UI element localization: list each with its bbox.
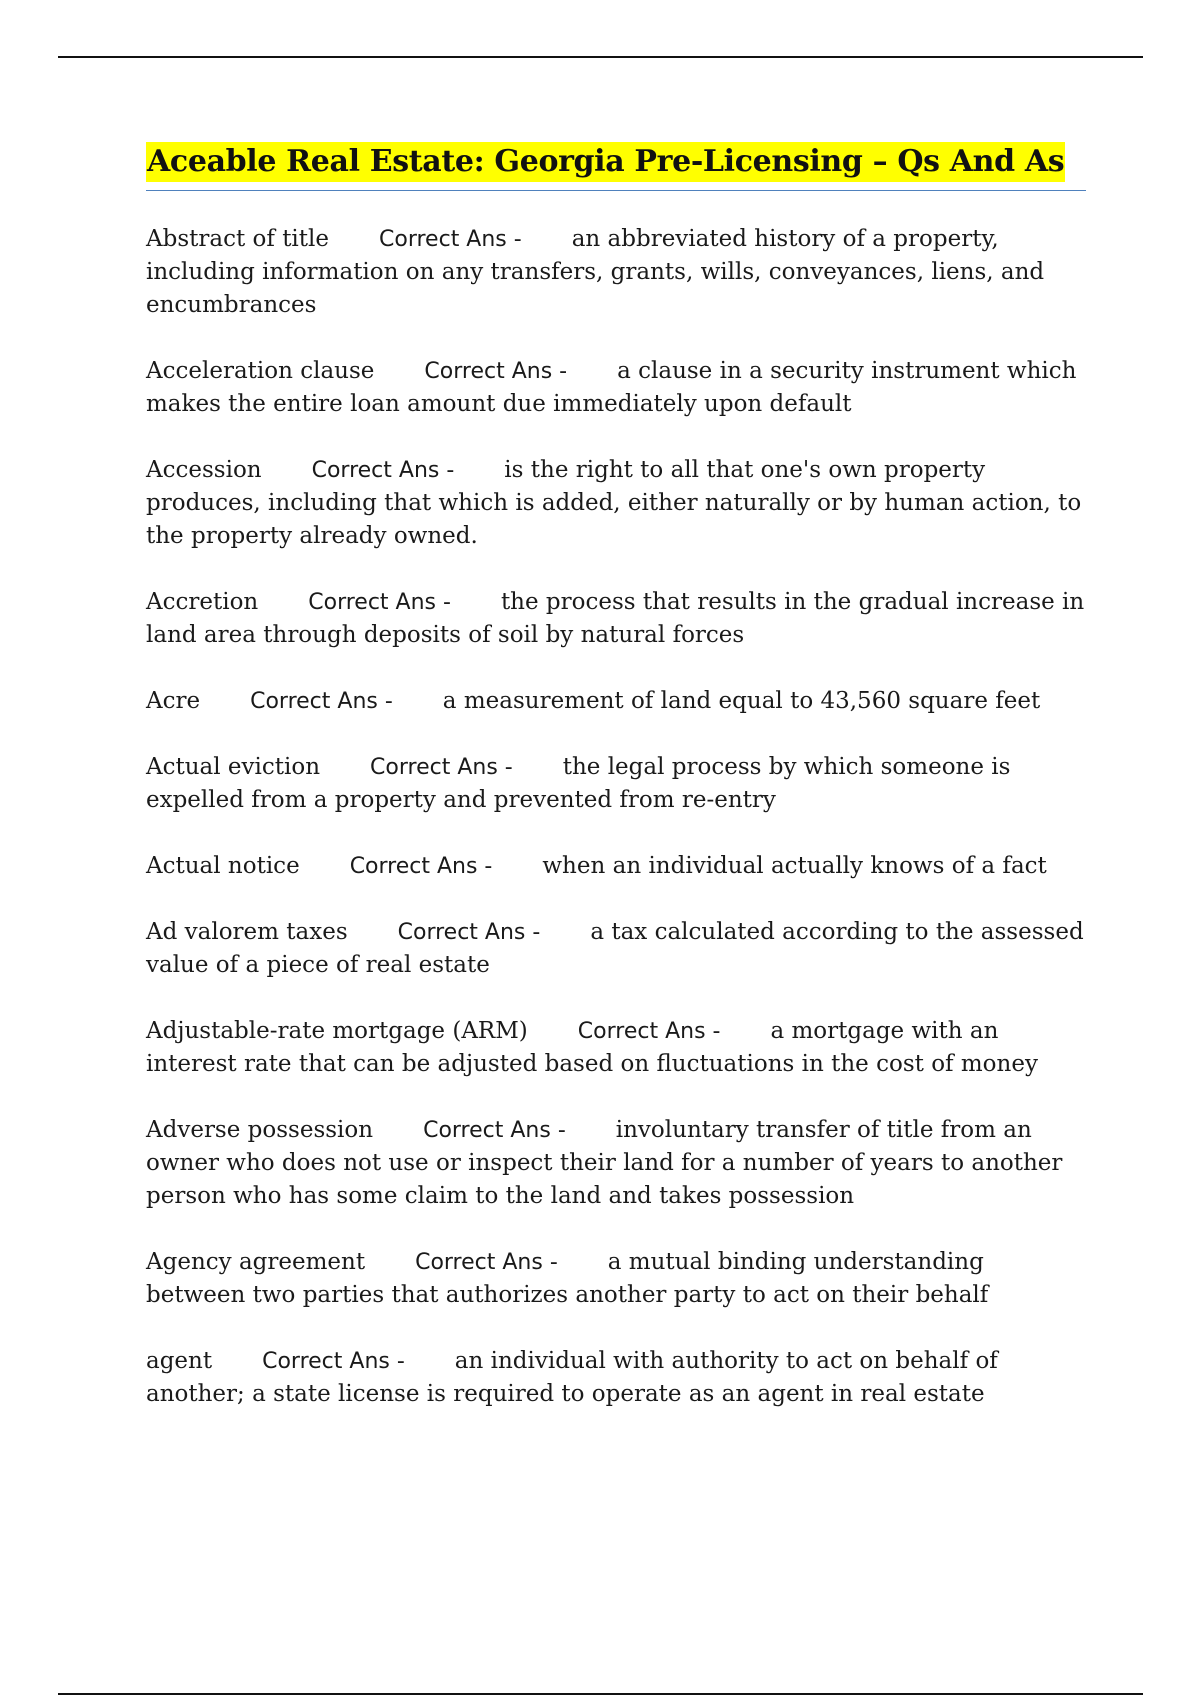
qa-entry <box>146 1345 1086 1411</box>
footer-rule <box>58 1693 1143 1695</box>
document-body <box>146 142 1086 1444</box>
header-rule <box>58 56 1143 58</box>
answer-marker: Correct Ans - <box>250 689 393 714</box>
answer-marker: Correct Ans - <box>311 458 455 483</box>
qa-entry <box>146 916 1086 982</box>
answer-marker: Correct Ans - <box>379 227 522 252</box>
entry-term: Actual notice <box>146 853 300 879</box>
qa-entry <box>146 1114 1086 1213</box>
entry-definition: a measurement of land equal to 43,560 square feet <box>442 688 1041 714</box>
entry-term: Accretion <box>146 589 259 615</box>
qa-entry <box>146 223 1086 322</box>
entry-term: Adverse possession <box>146 1117 374 1143</box>
qa-entry <box>146 850 1086 883</box>
entry-definition: when an individual actually knows of a fact <box>542 853 1047 879</box>
answer-marker: Correct Ans - <box>262 1349 405 1374</box>
entry-definition: an individual with authority to act on behalf of another; a state license is required to operate as an agent in real estate <box>146 1348 998 1407</box>
document-title: Aceable Real Estate: Georgia Pre-Licensing – Qs And As <box>146 142 1065 182</box>
title-block <box>146 142 1086 191</box>
qa-entry <box>146 586 1086 652</box>
answer-marker: Correct Ans - <box>397 920 541 945</box>
answer-marker: Correct Ans - <box>415 1250 558 1275</box>
answer-marker: Correct Ans - <box>370 755 513 780</box>
entry-term: Acre <box>146 688 201 714</box>
answer-marker: Correct Ans - <box>424 359 568 384</box>
entry-definition: a clause in a security instrument which makes the entire loan amount due immediately upon default <box>146 358 1077 417</box>
answer-marker: Correct Ans - <box>423 1118 566 1143</box>
entry-definition: the legal process by which someone is expelled from a property and prevented from re-entry <box>146 754 1011 813</box>
entry-term: Agency agreement <box>146 1249 366 1275</box>
qa-entry <box>146 1015 1086 1081</box>
qa-entry <box>146 454 1086 553</box>
answer-marker: Correct Ans - <box>308 590 451 615</box>
entry-definition: a mortgage with an interest rate that can be adjusted based on fluctuations in the cost of money <box>146 1018 1038 1077</box>
entry-term: Adjustable-rate mortgage (ARM) <box>146 1018 528 1044</box>
entry-term: Abstract of title <box>146 226 330 252</box>
entry-definition: the process that results in the gradual increase in land area through deposits of soil by natural forces <box>146 589 1085 648</box>
entry-definition: an abbreviated history of a property, including information on any transfers, grants, wills, conveyances, liens, and encumbrances <box>146 226 1045 318</box>
qa-entry <box>146 685 1086 718</box>
qa-entry <box>146 355 1086 421</box>
entry-term: Actual eviction <box>146 754 321 780</box>
entry-definition: a mutual binding understanding between two parties that authorizes another party to act on their behalf <box>146 1249 989 1308</box>
entry-term: Ad valorem taxes <box>146 919 348 945</box>
entry-definition: is the right to all that one's own property produces, including that which is added, either naturally or by human action, to the property already owned. <box>146 457 1082 549</box>
entry-definition: a tax calculated according to the assessed value of a piece of real estate <box>146 919 1084 978</box>
qa-list <box>146 223 1086 1411</box>
answer-marker: Correct Ans - <box>349 854 493 879</box>
entry-term: Acceleration clause <box>146 358 375 384</box>
entry-definition: involuntary transfer of title from an owner who does not use or inspect their land for a number of years to another person who has some claim to the land and takes possession <box>146 1117 1063 1209</box>
qa-entry <box>146 1246 1086 1312</box>
entry-term: agent <box>146 1348 213 1374</box>
qa-entry <box>146 751 1086 817</box>
entry-term: Accession <box>146 457 262 483</box>
answer-marker: Correct Ans - <box>577 1019 721 1044</box>
